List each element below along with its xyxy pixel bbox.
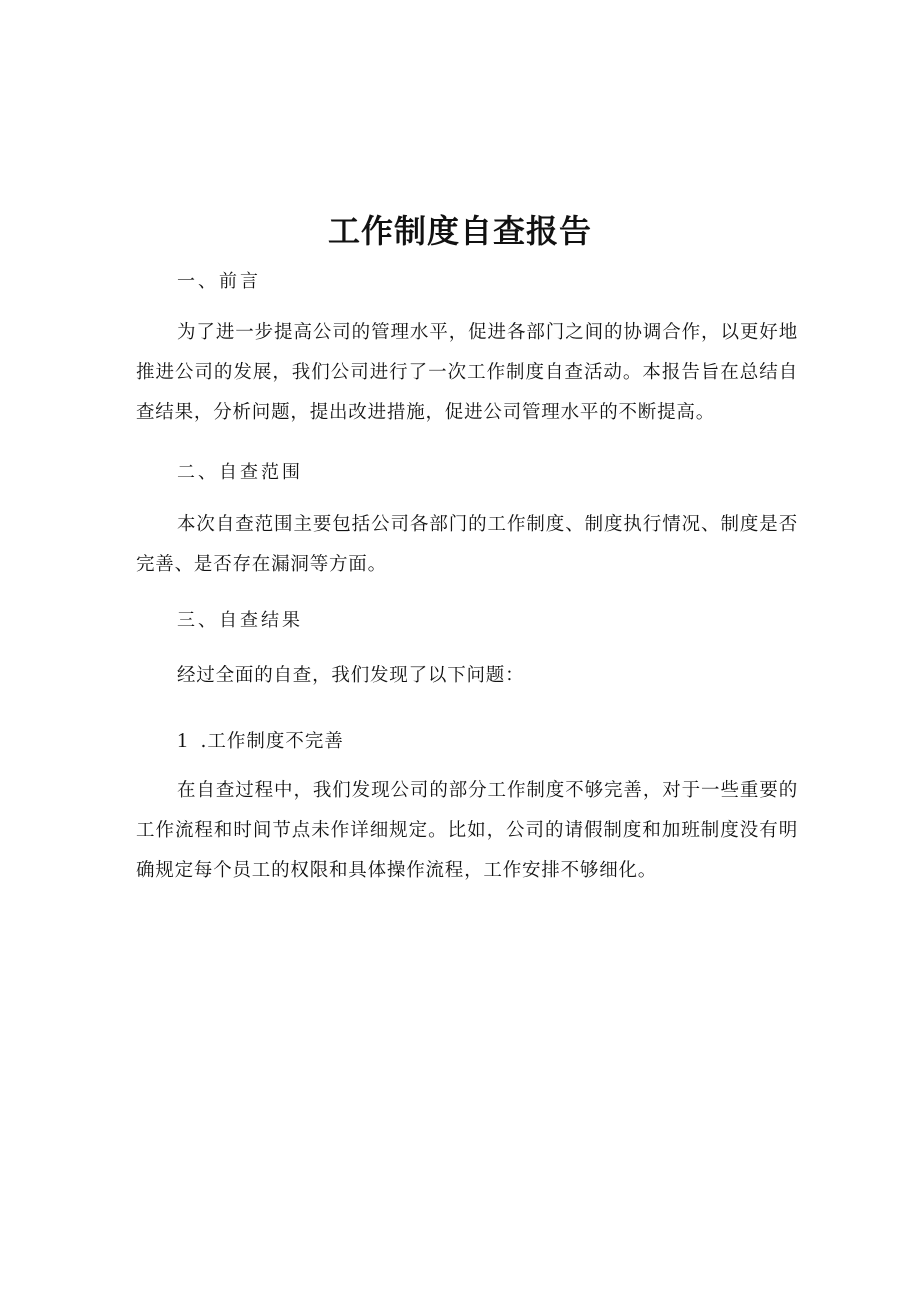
list-item-number: 1	[177, 728, 189, 752]
scope-paragraph: 本次自查范围主要包括公司各部门的工作制度、制度执行情况、制度是否完善、是否存在漏洞等方面。	[136, 514, 798, 575]
list-item-1-heading	[177, 728, 344, 754]
section-heading-scope: 二、自查范围	[177, 462, 303, 483]
item1-paragraph: 在自查过程中，我们发现公司的部分工作制度不够完善，对于一些重要的工作流程和时间节点未作详细规定。比如，公司的请假制度和加班制度没有明确规定每个员工的权限和具体操作流程，工作安排不够细化。	[136, 780, 798, 881]
section-heading-result: 三、自查结果	[177, 610, 303, 631]
preface-paragraph: 为了进一步提高公司的管理水平，促进各部门之间的协调合作，以更好地推进公司的发展，我们公司进行了一次工作制度自查活动。本报告旨在总结自查结果，分析问题，提出改进措施，促进公司管理水平的不断提高。	[136, 322, 798, 423]
document-title: 工作制度自查报告	[327, 212, 592, 250]
section-heading-preface: 一、前言	[177, 271, 261, 292]
result-intro-paragraph: 经过全面的自查，我们发现了以下问题：	[177, 665, 525, 686]
list-item-title: .工作制度不完善	[200, 731, 344, 752]
